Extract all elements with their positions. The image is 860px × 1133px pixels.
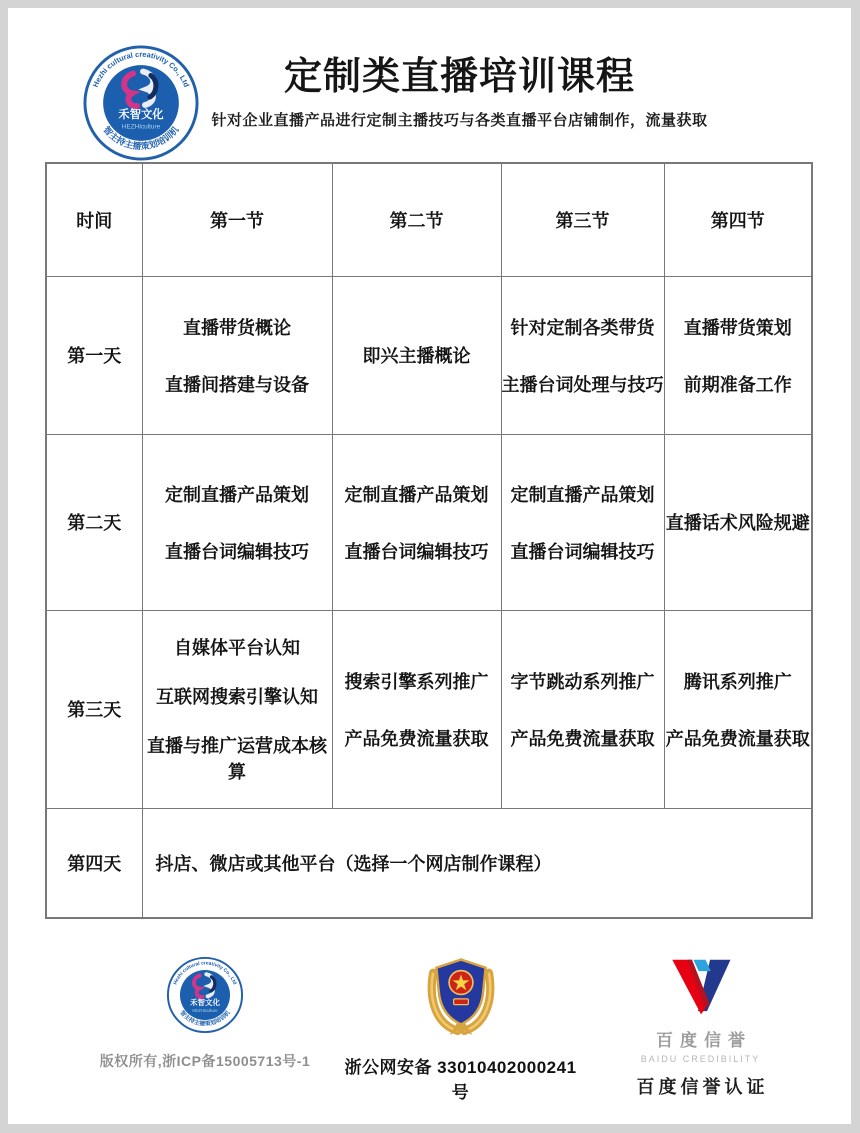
page-title: 定制类直播培训课程 <box>283 56 635 98</box>
police-badge-icon <box>420 950 502 1038</box>
course-table <box>45 162 813 919</box>
column-header-session-3: 第三节 <box>501 163 664 276</box>
column-header-session-2: 第二节 <box>332 163 501 276</box>
course-line: 即兴主播概论 <box>362 346 471 366</box>
course-line: 搜索引擎系列推广 <box>344 671 489 692</box>
course-line: 腾讯系列推广 <box>683 671 792 692</box>
day-label-1: 第一天 <box>46 276 142 434</box>
course-line: 自媒体平台认知 <box>174 638 300 658</box>
footer-baidu-block <box>598 958 803 1099</box>
table-row-day-1 <box>46 276 812 434</box>
course-line: 定制直播产品策划 <box>510 484 655 505</box>
course-line: 直播台词编辑技巧 <box>344 541 489 562</box>
course-cell-d2-s1 <box>142 434 332 610</box>
baidu-credibility-cn: 百度信誉 <box>656 1031 752 1050</box>
baidu-credibility-icon <box>667 958 735 1016</box>
course-line: 直播台词编辑技巧 <box>510 541 655 562</box>
course-cell-d1-s3 <box>501 276 664 434</box>
day-label-2: 第二天 <box>46 434 142 610</box>
table-row-day-3 <box>46 610 812 808</box>
course-cell-d2-s4 <box>664 434 812 610</box>
day-label-4: 第四天 <box>46 808 142 918</box>
course-line: 直播台词编辑技巧 <box>165 541 309 562</box>
column-header-session-4: 第四节 <box>664 163 812 276</box>
police-record-text: 浙公网安备 33010402000241号 <box>344 1058 577 1102</box>
course-line: 产品免费流量获取 <box>510 728 655 749</box>
baidu-credibility-en: BAIDU CREDIBILITY <box>640 1054 761 1064</box>
course-line: 直播带货策划 <box>683 317 792 338</box>
course-cell-d1-s1 <box>142 276 332 434</box>
course-line: 定制直播产品策划 <box>165 484 309 505</box>
table-row-day-2 <box>46 434 812 610</box>
course-cell-d3-s1 <box>142 610 332 808</box>
course-cell-d2-s3 <box>501 434 664 610</box>
course-cell-d1-s2 <box>332 276 501 434</box>
course-line: 前期准备工作 <box>683 374 792 395</box>
course-line: 直播与推广运营成本核算 <box>147 736 327 782</box>
page-subtitle: 针对企业直播产品进行定制主播技巧与各类直播平台店铺制作，流量获取 <box>211 111 708 129</box>
page <box>8 8 851 1124</box>
course-line: 直播话术风险规避 <box>665 513 810 533</box>
hezhi-footer-logo-icon <box>166 956 244 1034</box>
icp-record-text: 版权所有,浙ICP备15005713号-1 <box>99 1053 311 1069</box>
course-line: 字节跳动系列推广 <box>510 671 655 692</box>
column-header-session-1: 第一节 <box>142 163 332 276</box>
course-cell-d4-merged: 抖店、微店或其他平台（选择一个网店制作课程） <box>142 808 812 918</box>
footer-police-block <box>338 950 583 1103</box>
course-line: 产品免费流量获取 <box>344 728 489 749</box>
course-line: 互联网搜索引擎认知 <box>156 687 318 707</box>
footer-copyright-block <box>90 956 320 1071</box>
course-line: 直播带货概论 <box>183 317 291 338</box>
course-cell-d3-s2 <box>332 610 501 808</box>
course-line: 产品免费流量获取 <box>665 728 810 749</box>
course-cell-d3-s4 <box>664 610 812 808</box>
course-cell-d3-s3 <box>501 610 664 808</box>
course-line: 主播台词处理与技巧 <box>501 374 664 395</box>
course-line: 直播间搭建与设备 <box>165 374 309 395</box>
day-label-3: 第三天 <box>46 610 142 808</box>
table-header-row <box>46 163 812 276</box>
course-line: 针对定制各类带货 <box>510 317 655 338</box>
column-header-time: 时间 <box>46 163 142 276</box>
course-cell-d1-s4 <box>664 276 812 434</box>
header <box>8 56 851 130</box>
table-row-day-4 <box>46 808 812 918</box>
course-cell-d2-s2 <box>332 434 501 610</box>
baidu-cert-text: 百度信誉认证 <box>636 1077 769 1097</box>
course-line: 定制直播产品策划 <box>344 484 489 505</box>
